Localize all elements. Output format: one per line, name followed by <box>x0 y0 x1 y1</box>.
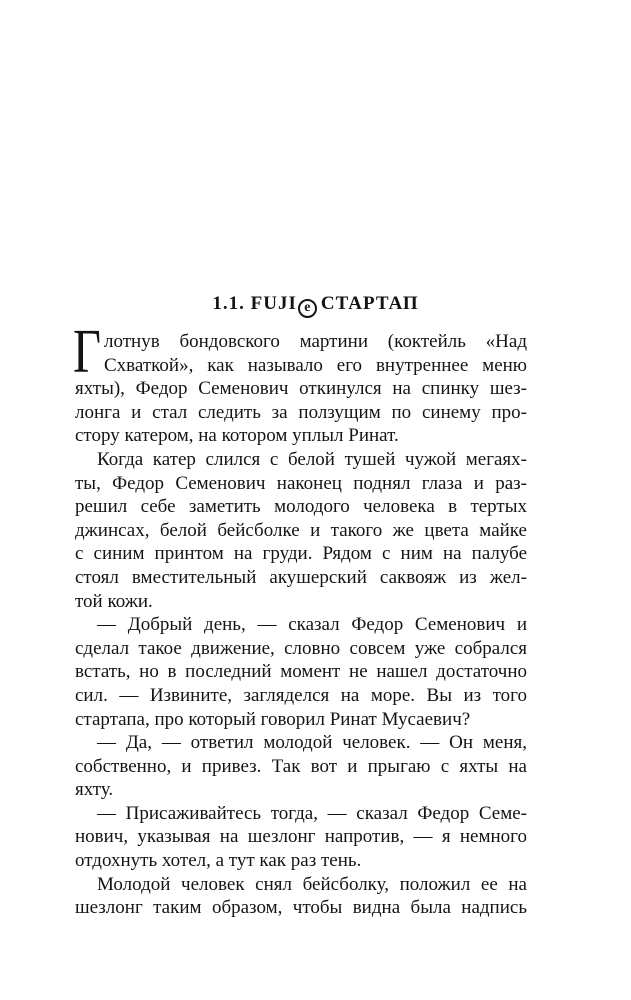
paragraph <box>75 802 527 873</box>
paragraph <box>75 330 527 448</box>
text-line: ты, Федор Семенович наконец поднял глаза и раз- <box>75 472 527 494</box>
paragraph <box>75 873 527 920</box>
text-line: отдохнуть хотел, а тут как раз тень. <box>75 850 362 872</box>
text-line: — Да, — ответил молодой человек. — Он меня, <box>97 732 527 754</box>
text-line: — Добрый день, — сказал Федор Семенович и <box>97 614 527 636</box>
text-line: нович, указывая на шезлонг напротив, — я немного <box>75 826 527 848</box>
chapter-heading <box>0 292 631 318</box>
text-line: лонга и стал следить за ползущим по синему про- <box>75 401 527 423</box>
text-line: яхты), Федор Семенович откинулся на спинку шез- <box>75 378 527 400</box>
text-line: — Присаживайтесь тогда, — сказал Федор Семе- <box>97 802 527 824</box>
text-line: сил. — Извините, загляделся на море. Вы из того <box>75 684 527 706</box>
text-line: стартапа, про который говорил Ринат Мусаевич? <box>75 708 471 730</box>
text-line: решил себе заметить молодого человека в тертых <box>75 496 527 518</box>
paragraph <box>75 613 527 731</box>
brand-circle-mark: e <box>298 299 317 318</box>
text-line: Когда катер слился с белой тушей чужой мегаях- <box>97 448 527 470</box>
text-line: Молодой человек снял бейсболку, положил ее на <box>97 873 527 895</box>
chapter-number: 1.1. <box>212 293 245 314</box>
text-line: с синим принтом на груди. Рядом с ним на палубе <box>75 543 527 565</box>
text-line: сделал такое движение, словно совсем уже собрался <box>75 637 527 659</box>
text-line: встать, но в последний момент не нашел достаточно <box>75 661 527 683</box>
text-line: джинсах, белой бейсболке и такого же цвета майке <box>75 519 527 541</box>
text-line: стору катером, на котором уплыл Ринат. <box>75 425 399 447</box>
chapter-brand: FUJI <box>250 293 297 314</box>
body-text <box>75 330 527 920</box>
text-line: лотнув бондовского мартини (коктейль «Над <box>104 331 527 352</box>
text-line: собственно, и привез. Так вот и прыгаю с яхты на <box>75 755 527 777</box>
text-line: яхту. <box>75 779 114 801</box>
chapter-title: СТАРТАП <box>320 293 419 314</box>
text-line: той кожи. <box>75 590 153 612</box>
drop-cap: Г <box>73 318 101 386</box>
text-line: Схваткой», как называло его внутреннее меню <box>104 354 527 376</box>
paragraph <box>75 448 527 613</box>
text-line: стоял вместительный акушерский саквояж из жел- <box>75 566 527 588</box>
paragraph <box>75 731 527 802</box>
text-line: шезлонг таким образом, чтобы видна была надпись <box>75 897 527 919</box>
